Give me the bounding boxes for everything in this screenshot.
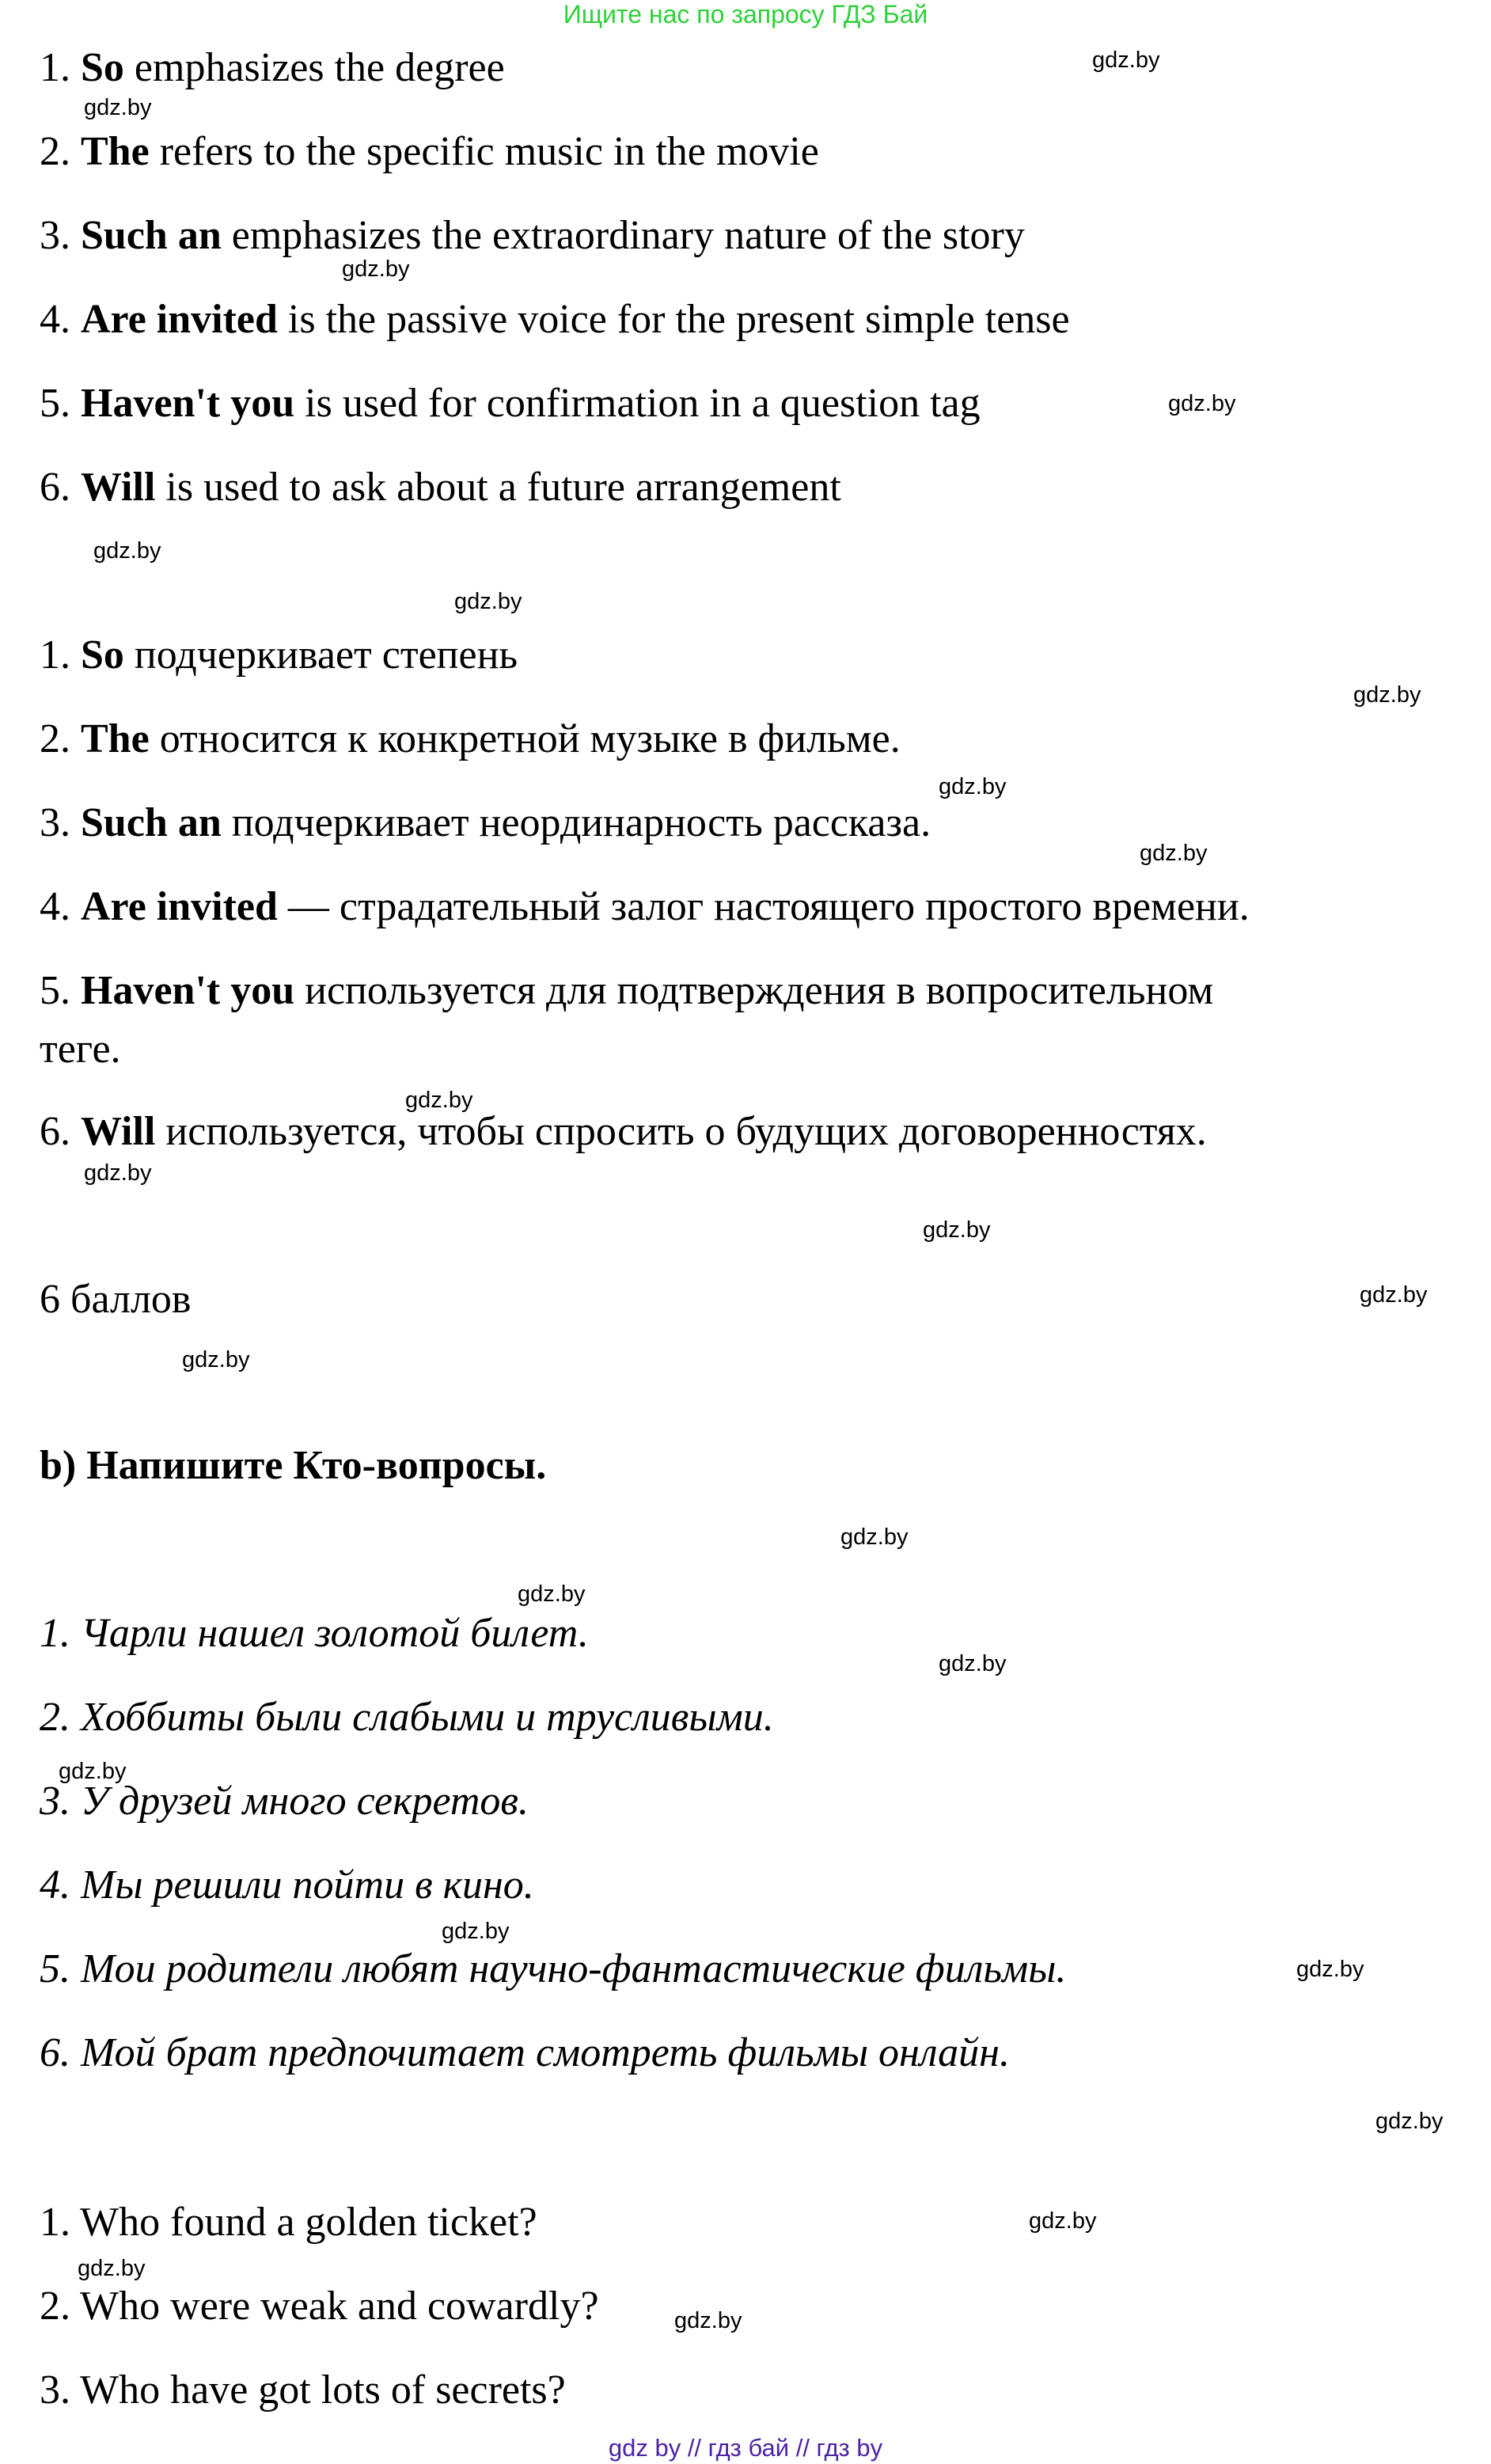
russian-item bbox=[40, 1108, 1207, 1156]
english-item bbox=[40, 380, 981, 427]
english-item bbox=[40, 296, 1070, 344]
watermark: gdz.by bbox=[674, 2308, 742, 2333]
watermark: gdz.by bbox=[182, 1347, 250, 1372]
task-sentence: 5. Мои родители любят научно-фантастические фильмы. bbox=[40, 1946, 1067, 1991]
watermark: gdz.by bbox=[442, 1919, 510, 1944]
item-text: emphasizes the extraordinary nature of the story bbox=[221, 213, 1025, 258]
watermark: gdz.by bbox=[1353, 682, 1421, 708]
task-sentence: 2. Хоббиты были слабыми и трусливыми. bbox=[40, 1695, 774, 1740]
russian-item bbox=[40, 716, 901, 763]
item-keyword: Will bbox=[81, 1109, 156, 1154]
item-text: emphasizes the degree bbox=[123, 45, 505, 90]
item-keyword: Haven't you bbox=[81, 968, 295, 1013]
item-number: 4. bbox=[40, 884, 70, 929]
watermark: gdz.by bbox=[78, 2256, 146, 2281]
watermark: gdz.by bbox=[939, 1651, 1007, 1676]
item-text: — страдательный залог настоящего простого времени. bbox=[277, 884, 1250, 929]
item-number: 6. bbox=[40, 1109, 70, 1154]
watermark: gdz.by bbox=[939, 774, 1007, 799]
watermark: gdz.by bbox=[1360, 1282, 1428, 1308]
task-sentence: 1. Чарли нашел золотой билет. bbox=[40, 1611, 589, 1656]
item-keyword: Are invited bbox=[81, 297, 278, 342]
watermark: gdz.by bbox=[923, 1217, 991, 1243]
section-heading: b) Напишите Кто-вопросы. bbox=[40, 1443, 547, 1488]
item-number: 2. bbox=[40, 716, 70, 761]
item-number: 3. bbox=[40, 213, 70, 258]
watermark: gdz.by bbox=[405, 1088, 473, 1113]
item-text: подчеркивает степень bbox=[123, 632, 518, 678]
russian-item bbox=[40, 799, 931, 847]
answer: 1. Who found a golden ticket? bbox=[40, 2200, 537, 2245]
task-sentence: 6. Мой брат предпочитает смотреть фильмы онлайн. bbox=[40, 2030, 1010, 2075]
top-banner: Ищите нас по запросу ГДЗ Бай bbox=[563, 0, 928, 28]
item-keyword: Will bbox=[81, 465, 156, 510]
item-number: 2. bbox=[40, 129, 70, 174]
item-number: 6. bbox=[40, 465, 70, 510]
item-keyword: Such an bbox=[81, 800, 222, 845]
item-keyword: So bbox=[81, 632, 124, 678]
watermark: gdz.by bbox=[84, 1160, 152, 1186]
item-text: is used for confirmation in a question tag bbox=[294, 381, 981, 426]
watermark: gdz.by bbox=[1168, 391, 1236, 416]
watermark: gdz.by bbox=[1140, 841, 1208, 866]
answer: 3. Who have got lots of secrets? bbox=[40, 2367, 566, 2413]
item-text: относится к конкретной музыке в фильме. bbox=[149, 716, 901, 761]
item-number: 3. bbox=[40, 800, 70, 845]
task-sentence: 4. Мы решили пойти в кино. bbox=[40, 1862, 534, 1908]
russian-item bbox=[40, 883, 1250, 931]
watermark: gdz.by bbox=[1092, 47, 1160, 73]
watermark: gdz.by bbox=[454, 589, 522, 614]
watermark: gdz.by bbox=[840, 1524, 909, 1550]
bottom-banner: gdz by // гдз бай // гдз by bbox=[608, 2434, 883, 2462]
item-keyword: Are invited bbox=[81, 884, 278, 929]
item-keyword: Haven't you bbox=[81, 381, 295, 426]
watermark: gdz.by bbox=[342, 256, 410, 282]
watermark: gdz.by bbox=[1029, 2208, 1097, 2234]
watermark: gdz.by bbox=[1375, 2109, 1444, 2134]
watermark: gdz.by bbox=[1296, 1957, 1364, 1982]
item-number: 1. bbox=[40, 45, 70, 90]
score: 6 баллов bbox=[40, 1277, 192, 1322]
item-text: is used to ask about a future arrangement bbox=[155, 465, 841, 510]
item-number: 1. bbox=[40, 632, 70, 678]
item-text: refers to the specific music in the movie bbox=[149, 129, 819, 174]
english-item bbox=[40, 44, 505, 92]
russian-item bbox=[40, 967, 1213, 1015]
item-number: 4. bbox=[40, 297, 70, 342]
item-keyword: The bbox=[81, 129, 150, 174]
item-keyword: Such an bbox=[81, 213, 222, 258]
russian-item-continuation: теге. bbox=[40, 1027, 121, 1072]
watermark: gdz.by bbox=[93, 538, 161, 564]
item-text: is the passive voice for the present simple tense bbox=[277, 297, 1070, 342]
russian-item bbox=[40, 632, 518, 679]
item-text: используется для подтверждения в вопросительном bbox=[294, 968, 1214, 1013]
english-item bbox=[40, 464, 841, 511]
item-keyword: The bbox=[81, 716, 150, 761]
item-text: используется, чтобы спросить о будущих договоренностях. bbox=[155, 1109, 1207, 1154]
english-item bbox=[40, 212, 1025, 260]
item-number: 5. bbox=[40, 381, 70, 426]
task-sentence: 3. У друзей много секретов. bbox=[40, 1779, 529, 1824]
item-text: подчеркивает неординарность рассказа. bbox=[221, 800, 931, 845]
item-number: 5. bbox=[40, 968, 70, 1013]
answer: 2. Who were weak and cowardly? bbox=[40, 2284, 599, 2329]
watermark: gdz.by bbox=[518, 1581, 586, 1607]
watermark: gdz.by bbox=[59, 1759, 127, 1784]
english-item bbox=[40, 128, 819, 176]
watermark: gdz.by bbox=[84, 95, 152, 120]
item-keyword: So bbox=[81, 45, 124, 90]
